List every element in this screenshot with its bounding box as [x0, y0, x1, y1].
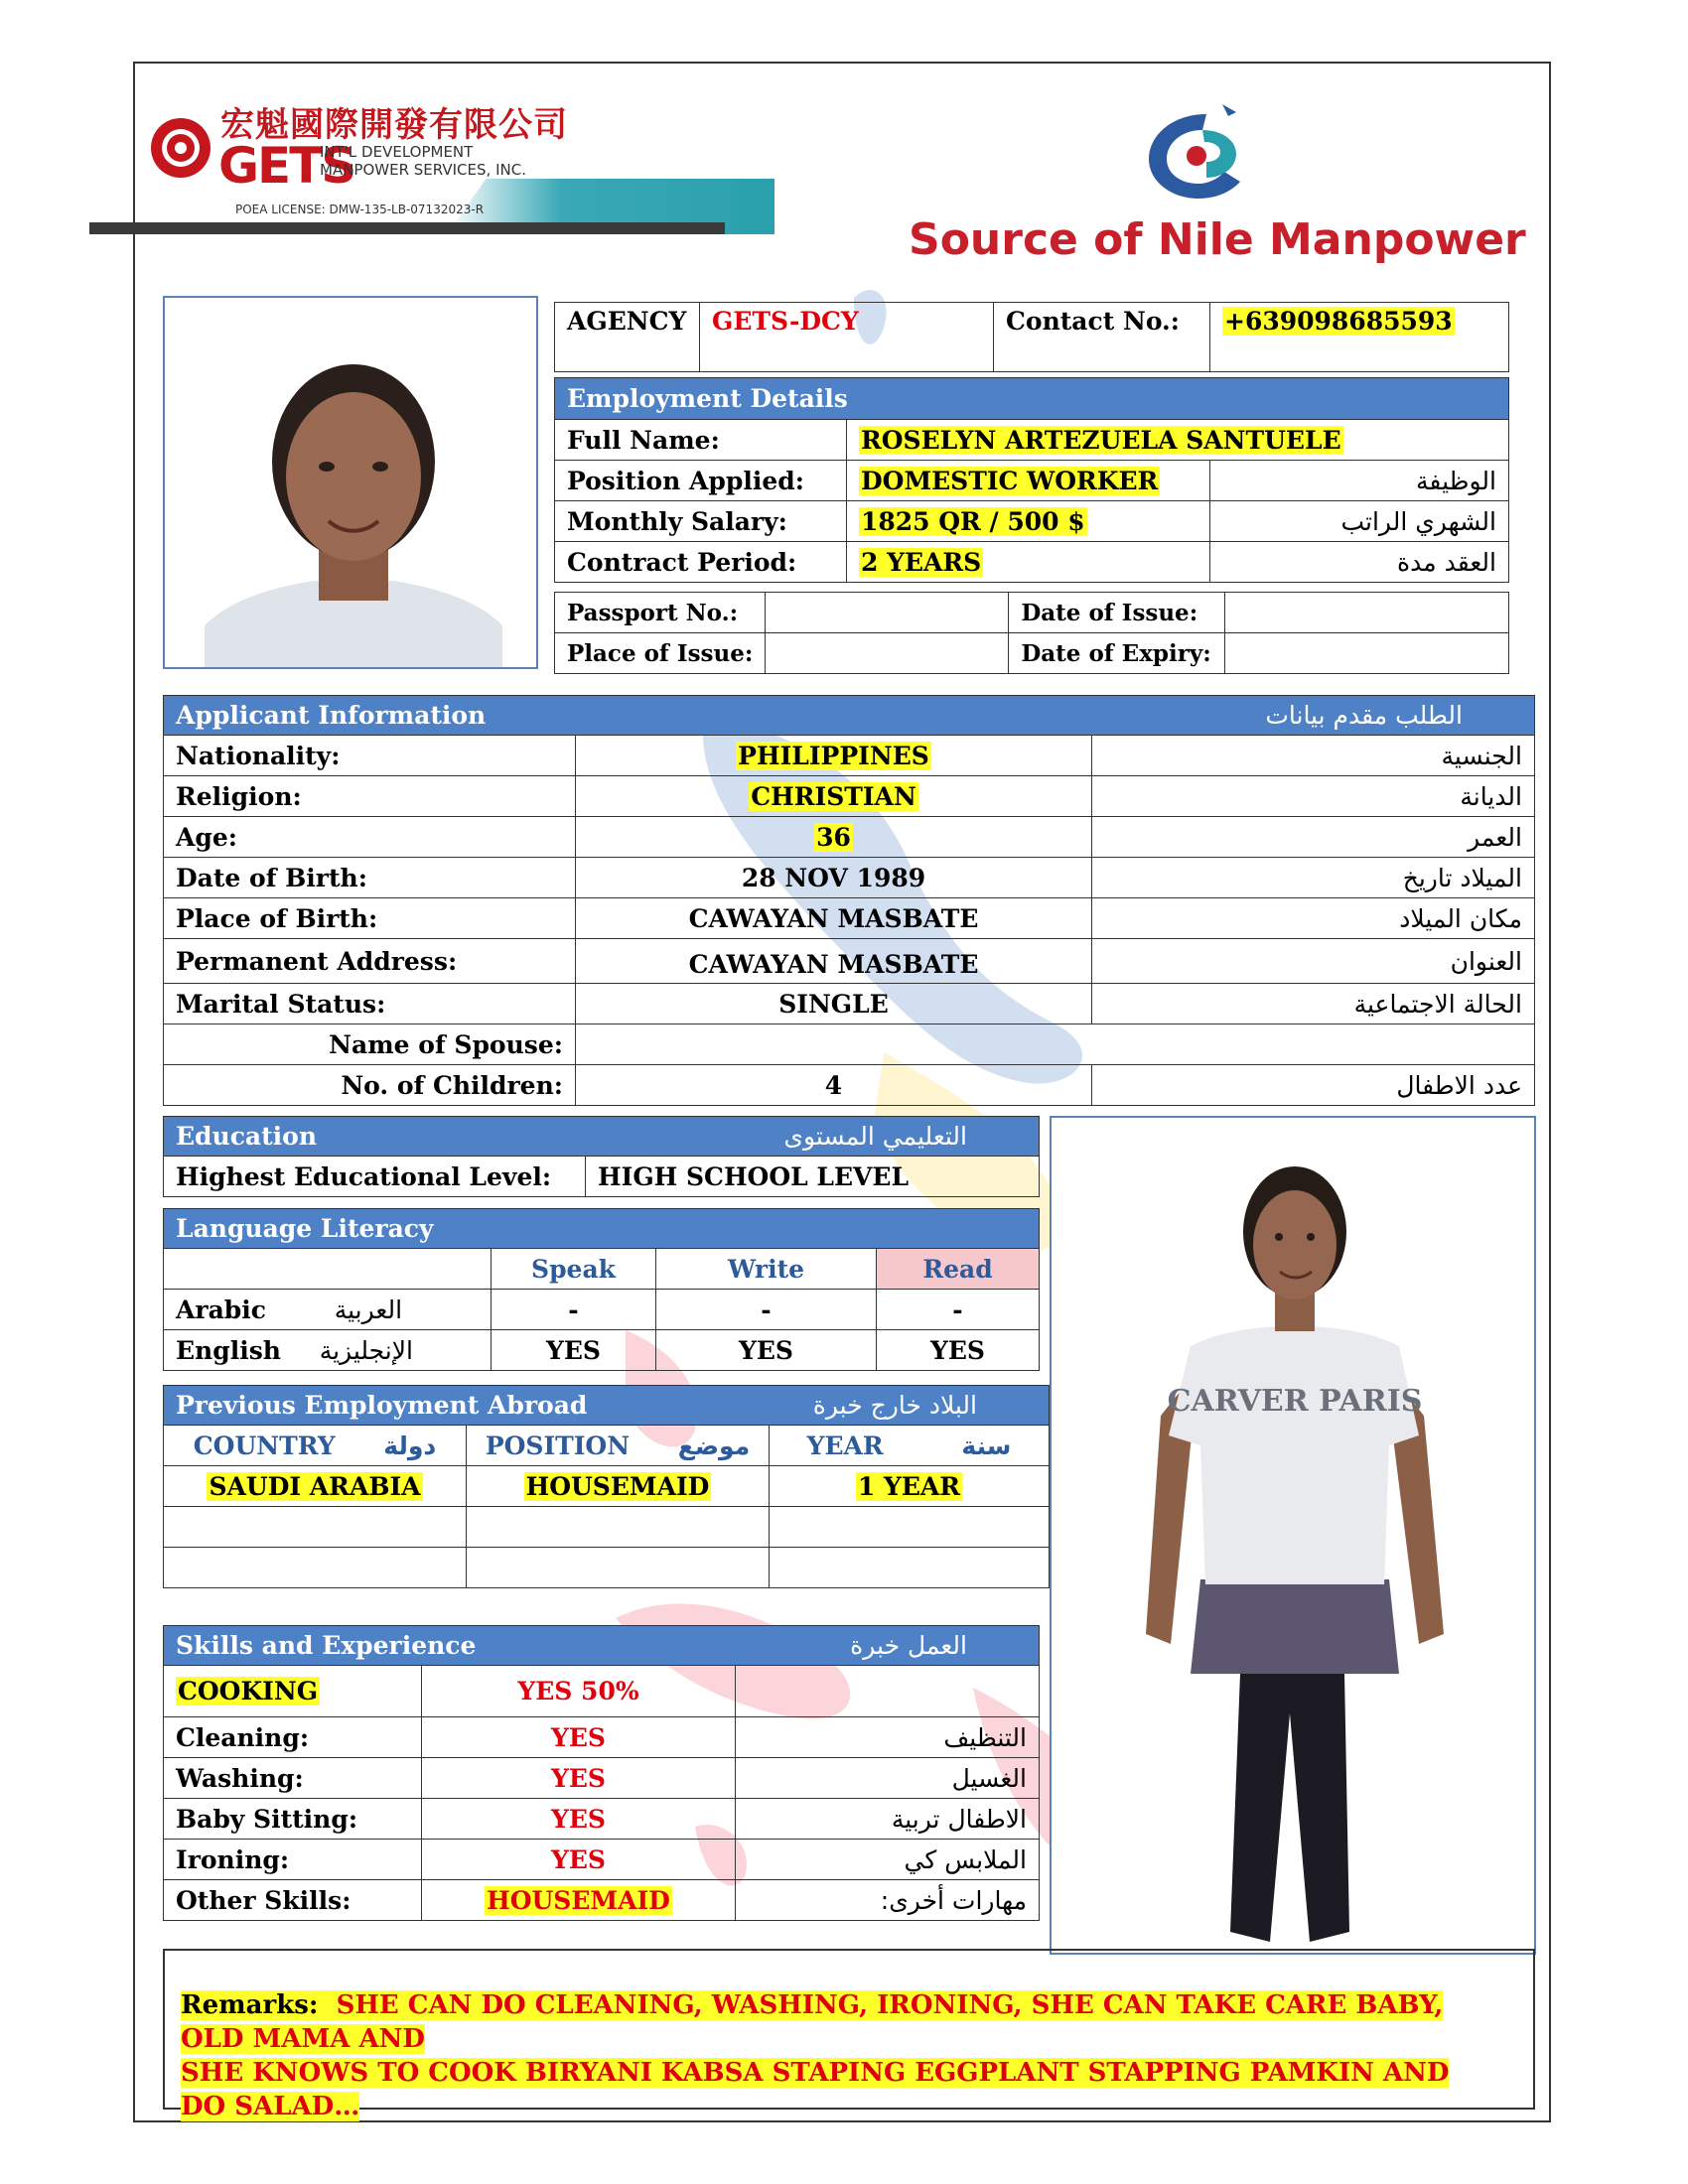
children-label: No. of Children: — [164, 1065, 576, 1106]
dob-ar-label: الميلاد تاريخ — [1092, 858, 1535, 898]
salary-ar-label: الشهري الراتب — [1210, 501, 1509, 542]
col-country-ar: دولة — [383, 1431, 437, 1460]
previous-employment-table — [163, 1385, 1050, 1588]
applicant-section-header — [164, 696, 1535, 736]
marital-value: SINGLE — [576, 984, 1092, 1024]
education-section-title: Education — [176, 1122, 318, 1151]
prev-row3-country — [164, 1548, 467, 1588]
pob-ar-label: مكان الميلاد — [1092, 898, 1535, 939]
full-name-cell — [847, 420, 1509, 461]
address-label: Permanent Address: — [164, 939, 576, 984]
applicant-section-title: Applicant Information — [176, 701, 487, 730]
language-arabic-label: Arabic — [176, 1295, 266, 1324]
skill-cooking-value: YES 50% — [517, 1677, 639, 1706]
col-year-label: YEAR — [806, 1431, 884, 1460]
pob-label: Place of Birth: — [164, 898, 576, 939]
prev-row2-country — [164, 1507, 467, 1548]
employment-section-title: Employment Details — [555, 378, 1509, 420]
skill-ironing-label: Ironing: — [164, 1840, 422, 1880]
skill-other-label: Other Skills: — [164, 1880, 422, 1921]
prev-year-value: 1 YEAR — [857, 1471, 961, 1501]
col-speak: Speak — [492, 1249, 656, 1290]
applicant-section-title-ar: الطلب مقدم بيانات — [1265, 701, 1463, 730]
remarks-text — [181, 1988, 1491, 2123]
skill-cooking-value-cell — [422, 1666, 736, 1717]
english-read: YES — [877, 1330, 1040, 1371]
col-read: Read — [877, 1249, 1040, 1290]
col-country — [164, 1426, 467, 1466]
applicant-portrait-photo — [163, 296, 538, 669]
nationality-label: Nationality: — [164, 736, 576, 776]
dob-label: Date of Birth: — [164, 858, 576, 898]
company-title: Source of Nile Manpower — [909, 214, 1526, 265]
col-year-ar: سنة — [961, 1431, 1012, 1460]
spouse-value — [576, 1024, 1535, 1065]
education-section-header — [164, 1117, 1040, 1157]
prev-row1-year — [770, 1466, 1050, 1507]
gets-subtitle-line1: INT'L DEVELOPMENT — [320, 143, 474, 161]
religion-label: Religion: — [164, 776, 576, 817]
religion-ar-label: الديانة — [1092, 776, 1535, 817]
remarks-line2: SHE KNOWS TO COOK BIRYANI KABSA STAPING EGGPLANT STAPPING PAMKIN AND DO SALAD… — [181, 2058, 1450, 2121]
arabic-speak: - — [492, 1290, 656, 1330]
age-value: 36 — [816, 822, 851, 852]
skill-cooking-label: COOKING — [178, 1677, 319, 1706]
prev-row2-year — [770, 1507, 1050, 1548]
skill-cleaning-value: YES — [551, 1722, 606, 1752]
english-speak: YES — [492, 1330, 656, 1371]
language-english-ar: الإنجليزية — [319, 1335, 413, 1365]
skills-section-header — [164, 1626, 1040, 1666]
skill-cooking-label-cell — [164, 1666, 422, 1717]
prev-row1-position — [467, 1466, 770, 1507]
skills-table — [163, 1625, 1040, 1921]
education-section-title-ar: التعليمي المستوى — [783, 1122, 967, 1151]
shirt-print-text: CARVER PARIS — [1167, 1384, 1423, 1419]
address-value: CAWAYAN MASBATE — [576, 939, 1092, 984]
age-cell — [576, 817, 1092, 858]
skill-other-value-cell — [422, 1880, 736, 1921]
language-english-label: English — [176, 1335, 281, 1365]
religion-value: CHRISTIAN — [751, 781, 916, 811]
position-label: Position Applied: — [555, 461, 847, 501]
passport-no-label: Passport No.: — [555, 593, 766, 633]
gets-subtitle — [320, 143, 526, 179]
education-level-value: HIGH SCHOOL LEVEL — [586, 1157, 1040, 1197]
skill-babysitting-value-cell — [422, 1799, 736, 1840]
skill-washing-value: YES — [551, 1763, 606, 1793]
prev-country-value: SAUDI ARABIA — [209, 1471, 421, 1501]
skill-washing-ar: الغسيل — [736, 1758, 1040, 1799]
skills-section-title: Skills and Experience — [176, 1631, 477, 1660]
contract-value: 2 YEARS — [861, 547, 982, 577]
previous-employment-title: Previous Employment Abroad — [176, 1391, 588, 1420]
language-table — [163, 1208, 1040, 1371]
contract-label: Contract Period: — [555, 542, 847, 583]
skill-washing-value-cell — [422, 1758, 736, 1799]
nationality-value: PHILIPPINES — [738, 741, 929, 770]
skill-ironing-ar: الملابس كي — [736, 1840, 1040, 1880]
remarks-line1-text: SHE CAN DO CLEANING, WASHING, IRONING, SHE CAN TAKE CARE BABY, OLD MAMA AND — [181, 1990, 1444, 2054]
salary-cell — [847, 501, 1210, 542]
language-arabic-ar: العربية — [334, 1295, 403, 1324]
address-ar-label: العنوان — [1092, 939, 1535, 984]
header-rule — [89, 222, 725, 234]
portrait-image — [165, 298, 538, 669]
remarks-label: Remarks: — [181, 1990, 319, 2020]
col-write: Write — [656, 1249, 877, 1290]
salary-value: 1825 QR / 500 $ — [861, 506, 1085, 536]
children-value: 4 — [576, 1065, 1092, 1106]
poea-license: POEA LICENSE: DMW-135-LB-07132023-R — [235, 203, 485, 216]
full-name-label: Full Name: — [555, 420, 847, 461]
religion-cell — [576, 776, 1092, 817]
date-issue-value — [1225, 593, 1509, 633]
agency-value — [700, 303, 994, 372]
agency-name: GETS-DCY — [712, 307, 859, 336]
col-position-label: POSITION — [485, 1431, 631, 1460]
language-english-cell — [164, 1330, 492, 1371]
skill-ironing-value-cell — [422, 1840, 736, 1880]
language-corner-cell — [164, 1249, 492, 1290]
full-name-value: ROSELYN ARTEZUELA SANTUELE — [861, 425, 1341, 455]
skill-cooking-ar — [736, 1666, 1040, 1717]
date-expiry-value — [1225, 633, 1509, 674]
contract-ar-label: العقد مدة — [1210, 542, 1509, 583]
previous-employment-title-ar: البلاد خارج خبرة — [812, 1391, 977, 1420]
prev-row3-year — [770, 1548, 1050, 1588]
nationality-ar-label: الجنسية — [1092, 736, 1535, 776]
prev-row1-country — [164, 1466, 467, 1507]
gets-subtitle-line2: MANPOWER SERVICES, INC. — [320, 161, 526, 179]
education-level-label: Highest Educational Level: — [164, 1157, 586, 1197]
agency-label: AGENCY — [555, 303, 700, 372]
skill-other-value: HOUSEMAID — [487, 1885, 670, 1915]
skill-cleaning-ar: التنظيف — [736, 1717, 1040, 1758]
children-ar-label: عدد الاطفال — [1092, 1065, 1535, 1106]
place-issue-label: Place of Issue: — [555, 633, 766, 674]
skill-cleaning-value-cell — [422, 1717, 736, 1758]
skill-other-ar: مهارات أخرى: — [736, 1880, 1040, 1921]
source-of-nile-logo-icon — [1137, 94, 1261, 204]
arabic-write: - — [656, 1290, 877, 1330]
prev-row2-position — [467, 1507, 770, 1548]
contact-label: Contact No.: — [994, 303, 1210, 372]
skill-babysitting-ar: الاطفال تربية — [736, 1799, 1040, 1840]
contact-value: +639098685593 — [1224, 307, 1453, 336]
col-year — [770, 1426, 1050, 1466]
language-section-title: Language Literacy — [164, 1209, 1040, 1249]
gets-wordmark: GETS — [218, 137, 355, 195]
spouse-label: Name of Spouse: — [164, 1024, 576, 1065]
col-country-label: COUNTRY — [193, 1431, 336, 1460]
agency-table — [554, 302, 1509, 372]
contract-cell — [847, 542, 1210, 583]
passport-no-value — [766, 593, 1009, 633]
contact-value-cell — [1210, 303, 1509, 372]
passport-table — [554, 592, 1509, 674]
position-value: DOMESTIC WORKER — [861, 466, 1159, 495]
shirt-print — [1168, 1384, 1423, 1419]
place-issue-value — [766, 633, 1009, 674]
skill-cleaning-label: Cleaning: — [164, 1717, 422, 1758]
previous-employment-header — [164, 1386, 1050, 1426]
gets-chinese-name: 宏魁國際開發有限公司 — [220, 105, 568, 145]
skill-babysitting-value: YES — [551, 1804, 606, 1834]
skill-babysitting-label: Baby Sitting: — [164, 1799, 422, 1840]
full-body-image — [1052, 1118, 1536, 1955]
arabic-read: - — [877, 1290, 1040, 1330]
date-expiry-label: Date of Expiry: — [1009, 633, 1225, 674]
skill-washing-label: Washing: — [164, 1758, 422, 1799]
remarks-line1 — [181, 1990, 1443, 2054]
skill-ironing-value: YES — [551, 1844, 606, 1874]
col-position — [467, 1426, 770, 1466]
language-arabic-cell — [164, 1290, 492, 1330]
gets-emblem-icon — [149, 91, 212, 205]
skills-section-title-ar: العمل خبرة — [850, 1631, 967, 1660]
marital-label: Marital Status: — [164, 984, 576, 1024]
education-table — [163, 1116, 1040, 1197]
applicant-full-body-photo — [1050, 1116, 1536, 1955]
col-position-ar: موضع — [677, 1431, 751, 1460]
age-label: Age: — [164, 817, 576, 858]
pob-value: CAWAYAN MASBATE — [576, 898, 1092, 939]
date-issue-label: Date of Issue: — [1009, 593, 1225, 633]
marital-ar-label: الحالة الاجتماعية — [1092, 984, 1535, 1024]
salary-label: Monthly Salary: — [555, 501, 847, 542]
position-ar-label: الوظيفة — [1210, 461, 1509, 501]
age-ar-label: العمر — [1092, 817, 1535, 858]
prev-row3-position — [467, 1548, 770, 1588]
employment-table — [554, 377, 1509, 583]
nationality-cell — [576, 736, 1092, 776]
prev-position-value: HOUSEMAID — [525, 1471, 710, 1501]
english-write: YES — [656, 1330, 877, 1371]
dob-value: 28 NOV 1989 — [576, 858, 1092, 898]
position-cell — [847, 461, 1210, 501]
applicant-table — [163, 695, 1535, 1106]
